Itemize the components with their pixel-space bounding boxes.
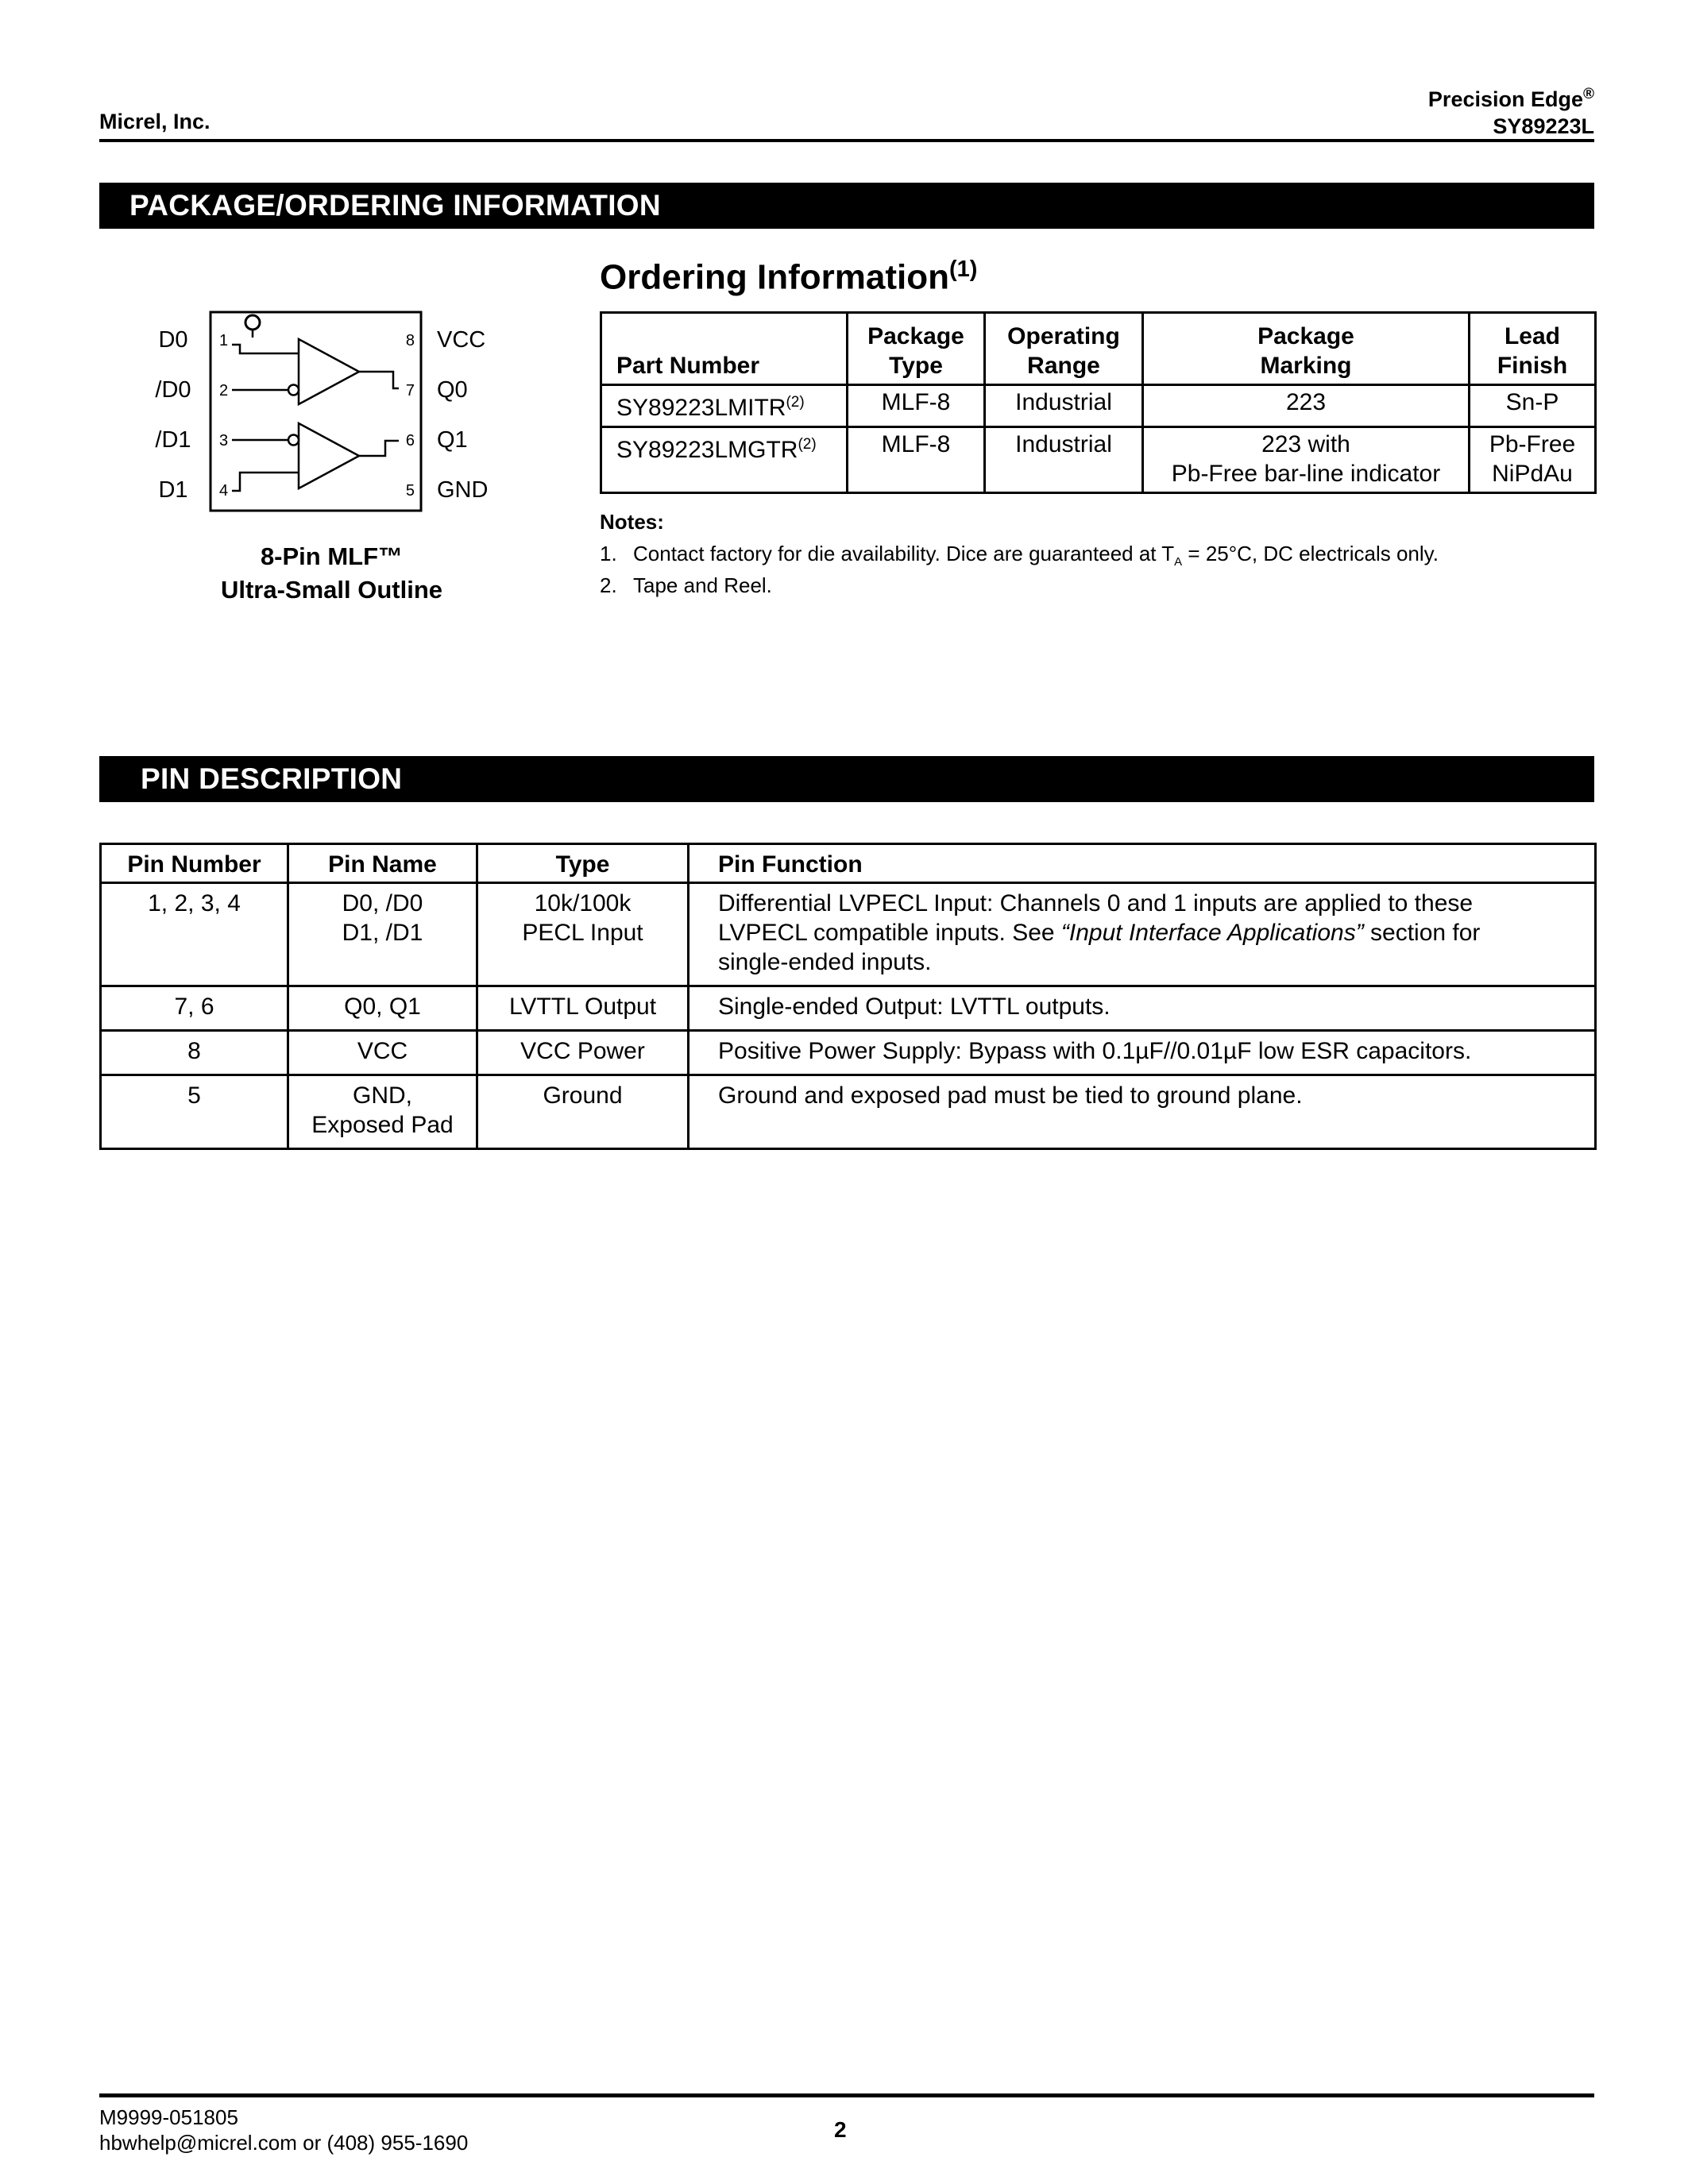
- note-1: 1. Contact factory for die availability. Dice are guaranteed at $T_A = 25^\circ C$, DC electricals only.: [600, 542, 1439, 569]
- package-caption-line2: Ultra-Small Outline: [220, 576, 443, 604]
- pin-number-8: 8: [405, 332, 415, 349]
- pin-number-2: 2: [219, 382, 229, 399]
- pin-function-cell: Single-ended Output: LVTTL outputs.: [689, 986, 1596, 1031]
- pin-label-1: D0: [158, 327, 188, 353]
- part-number-cell: SY89223LMITR$^{(2)}$: [601, 385, 848, 427]
- package-marking-cell: 223 with Pb-Free bar-line indicator: [1143, 427, 1470, 493]
- pin-number-3: 3: [219, 432, 229, 450]
- operating-range-cell: Industrial: [985, 427, 1143, 493]
- pin-number-6: 6: [405, 432, 415, 450]
- pin4-trace: [232, 473, 299, 491]
- part-number-header: SY89223L: [1493, 114, 1594, 138]
- table-row: [101, 1075, 1596, 1149]
- registered-mark: ®: [1583, 86, 1594, 102]
- footer-rule: [99, 2093, 1594, 2097]
- pin-number-cell: 7, 6: [101, 986, 288, 1031]
- table-row: [101, 883, 1596, 986]
- pin-description-section-title: PIN DESCRIPTION: [99, 756, 1594, 802]
- package-pinout-diagram: [143, 306, 508, 528]
- pin-label-3: /D1: [155, 427, 191, 453]
- pin1-marker-icon: [245, 315, 260, 330]
- col-operating-range: Operating Range: [985, 313, 1143, 385]
- pin-label-8: VCC: [437, 327, 486, 353]
- pin-number-1: 1: [219, 332, 229, 349]
- buffer-0-triangle: [299, 339, 359, 404]
- note-2: 2. Tape and Reel.: [600, 573, 772, 597]
- lead-finish-cell: Pb-Free NiPdAu: [1470, 427, 1596, 493]
- pin-name-cell: VCC: [288, 1031, 477, 1075]
- pin-number-5: 5: [405, 482, 415, 500]
- pin-type-cell: Ground: [477, 1075, 689, 1149]
- pin-name-cell: GND, Exposed Pad: [288, 1075, 477, 1149]
- buffer-1-triangle: [299, 423, 359, 488]
- footer-info: [99, 2105, 468, 2155]
- pin7-trace: [359, 372, 399, 388]
- pin-function-cell: Differential LVPECL Input: Channels 0 and 1 inputs are applied to these LVPECL compatible inputs. See “Input Interface Applications” section for single-ended inputs.: [689, 883, 1596, 986]
- col-package-marking: Package Marking: [1143, 313, 1470, 385]
- col-package-type: Package Type: [848, 313, 985, 385]
- pin-label-5: GND: [437, 477, 489, 503]
- header-rule: [99, 139, 1594, 142]
- pin-type-cell: VCC Power: [477, 1031, 689, 1075]
- table-row: [601, 385, 1596, 427]
- product-line: Precision Edge: [1427, 87, 1583, 111]
- col-part-number: Part Number: [601, 313, 848, 385]
- package-ordering-section-title: PACKAGE/ORDERING INFORMATION: [99, 183, 1594, 229]
- package-type-cell: MLF-8: [848, 427, 985, 493]
- contact-info: hbwhelp@micrel.com or (408) 955-1690: [99, 2131, 469, 2155]
- pin-label-2: /D0: [155, 377, 191, 403]
- notes-title: Notes:: [600, 510, 664, 534]
- pin-name-cell: Q0, Q1: [288, 986, 477, 1031]
- pin-number-cell: 5: [101, 1075, 288, 1149]
- pin-function-cell: Positive Power Supply: Bypass with 0.1µF//0.01µF low ESR capacitors.: [689, 1031, 1596, 1075]
- pin6-trace: [359, 441, 399, 456]
- pin-name-cell: D0, /D0 D1, /D1: [288, 883, 477, 986]
- doc-number: M9999-051805: [99, 2105, 238, 2129]
- pin-type-cell: 10k/100k PECL Input: [477, 883, 689, 986]
- table-row: [101, 1031, 1596, 1075]
- header-product: [1428, 81, 1594, 140]
- pin-label-7: Q0: [437, 377, 468, 403]
- col-type: Type: [477, 844, 689, 883]
- col-lead-finish: Lead Finish: [1470, 313, 1596, 385]
- company-name: Micrel, Inc.: [99, 110, 211, 133]
- ordering-info-title-text: Ordering Information: [600, 257, 949, 297]
- lead-finish-cell: Sn-P: [1470, 385, 1596, 427]
- package-type-cell: MLF-8: [848, 385, 985, 427]
- page-number: 2: [834, 2117, 847, 2142]
- pin-number-7: 7: [405, 382, 415, 399]
- col-pin-name: Pin Name: [288, 844, 477, 883]
- part-number-cell: SY89223LMGTR$^{(2)}$: [601, 427, 848, 493]
- package-marking-cell: 223: [1143, 385, 1470, 427]
- pin-header-row: [101, 844, 1596, 883]
- pin-type-cell: LVTTL Output: [477, 986, 689, 1031]
- package-outline: [211, 312, 421, 511]
- pin3-invert-bubble: [288, 435, 299, 446]
- ordering-info-title: [600, 257, 977, 298]
- pin-description-table: [99, 843, 1597, 1150]
- ordering-header-row: [601, 313, 1596, 385]
- operating-range-cell: Industrial: [985, 385, 1143, 427]
- package-caption: [171, 540, 492, 607]
- table-row: [101, 986, 1596, 1031]
- package-caption-line1: 8-Pin MLF™: [260, 542, 404, 570]
- pin-number-4: 4: [219, 482, 229, 500]
- pin-function-cell: Ground and exposed pad must be tied to ground plane.: [689, 1075, 1596, 1149]
- pin-label-4: D1: [158, 477, 188, 503]
- pin1-trace: [232, 345, 299, 353]
- ordering-table: [600, 311, 1597, 494]
- pin-number-cell: 1, 2, 3, 4: [101, 883, 288, 986]
- pin-number-cell: 8: [101, 1031, 288, 1075]
- col-pin-function: Pin Function: [689, 844, 1596, 883]
- col-pin-number: Pin Number: [101, 844, 288, 883]
- pin2-invert-bubble: [288, 385, 299, 396]
- ordering-info-title-ref: (1): [949, 257, 978, 282]
- pin-label-6: Q1: [437, 427, 468, 453]
- table-row: [601, 427, 1596, 493]
